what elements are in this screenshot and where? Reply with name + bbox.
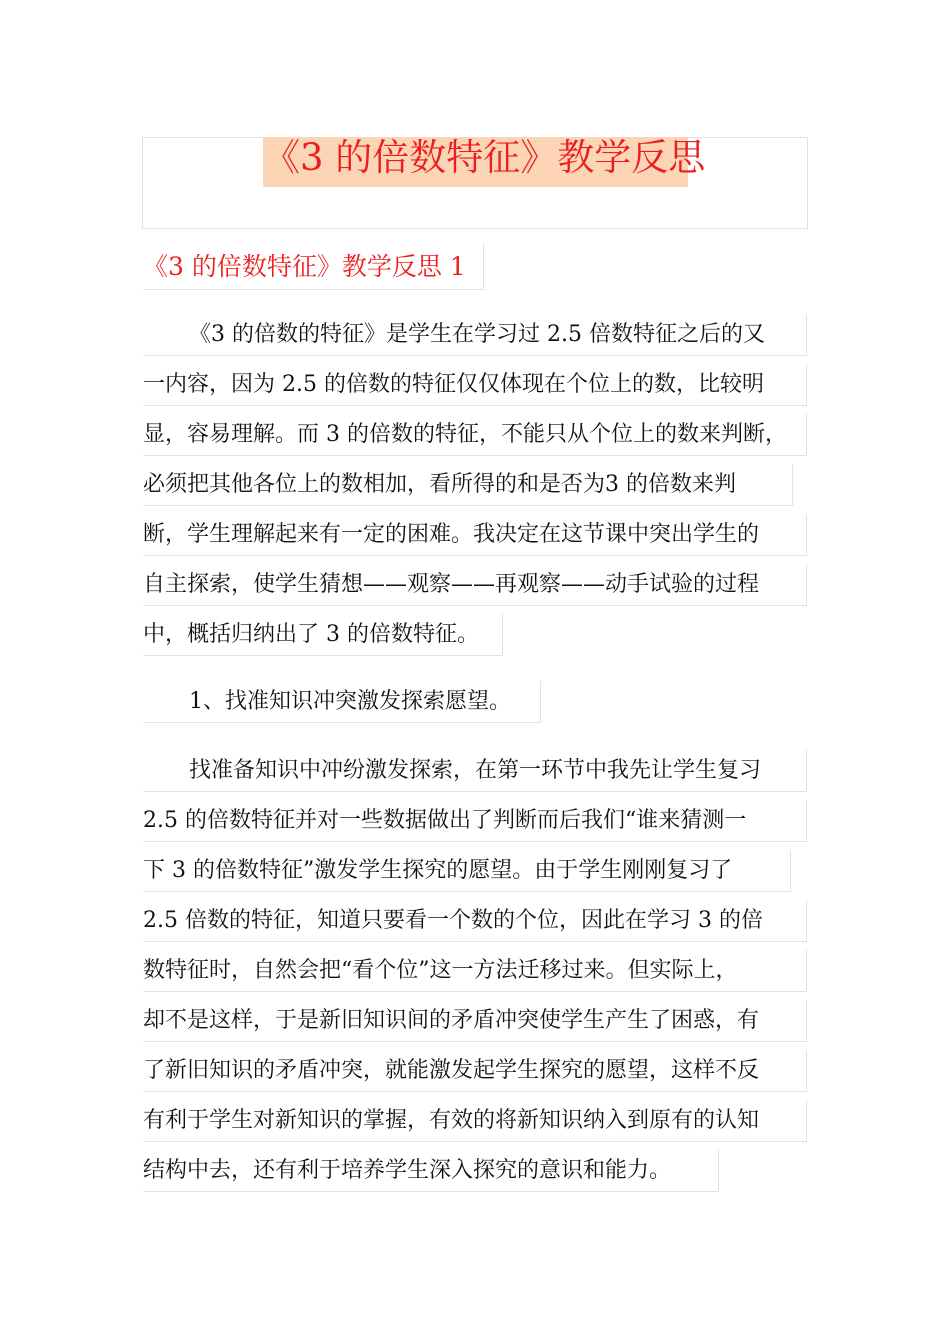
- document-title: 《3 的倍数特征》教学反思: [263, 136, 706, 179]
- paragraph-line: 必须把其他各位上的数相加，看所得的和是否为3 的倍数来判: [143, 464, 793, 506]
- paragraph-line: 2.5 倍数的特征，知道只要看一个数的个位，因此在学习 3 的倍: [143, 900, 807, 942]
- paragraph-line: 显，容易理解。而 3 的倍数的特征，不能只从个位上的数来判断，: [143, 414, 807, 456]
- paragraph-line: 有利于学生对新知识的掌握，有效的将新知识纳入到原有的认知: [143, 1100, 807, 1142]
- paragraph-line: 数特征时，自然会把“看个位”这一方法迁移过来。但实际上，: [143, 950, 807, 992]
- paragraph-line: 一内容，因为 2.5 的倍数的特征仅仅体现在个位上的数，比较明: [143, 364, 807, 406]
- paragraph-line: 了新旧知识的矛盾冲突，就能激发起学生探究的愿望，这样不反: [143, 1050, 807, 1092]
- paragraph-line: 《3 的倍数的特征》是学生在学习过 2.5 倍数特征之后的又: [143, 314, 807, 356]
- paragraph-line: 下 3 的倍数特征”激发学生探究的愿望。由于学生刚刚复习了: [143, 850, 791, 892]
- paragraph-line: 结构中去，还有利于培养学生深入探究的意识和能力。: [143, 1150, 719, 1192]
- subheading-line: 1、找准知识冲突激发探索愿望。: [143, 681, 541, 723]
- paragraph-line: 断，学生理解起来有一定的困难。我决定在这节课中突出学生的: [143, 514, 807, 556]
- paragraph-line: 找准备知识中冲纷激发探索，在第一环节中我先让学生复习: [143, 750, 807, 792]
- paragraph-line: 2.5 的倍数特征并对一些数据做出了判断而后我们“谁来猜测一: [143, 800, 807, 842]
- paragraph-line: 中，概括归纳出了 3 的倍数特征。: [143, 614, 503, 656]
- paragraph-line: 自主探索，使学生猜想——观察——再观察——动手试验的过程: [143, 564, 807, 606]
- paragraph-line: 却不是这样，于是新旧知识间的矛盾冲突使学生产生了困惑，有: [143, 1000, 807, 1042]
- section-heading: 《3 的倍数特征》教学反思 1: [143, 243, 484, 290]
